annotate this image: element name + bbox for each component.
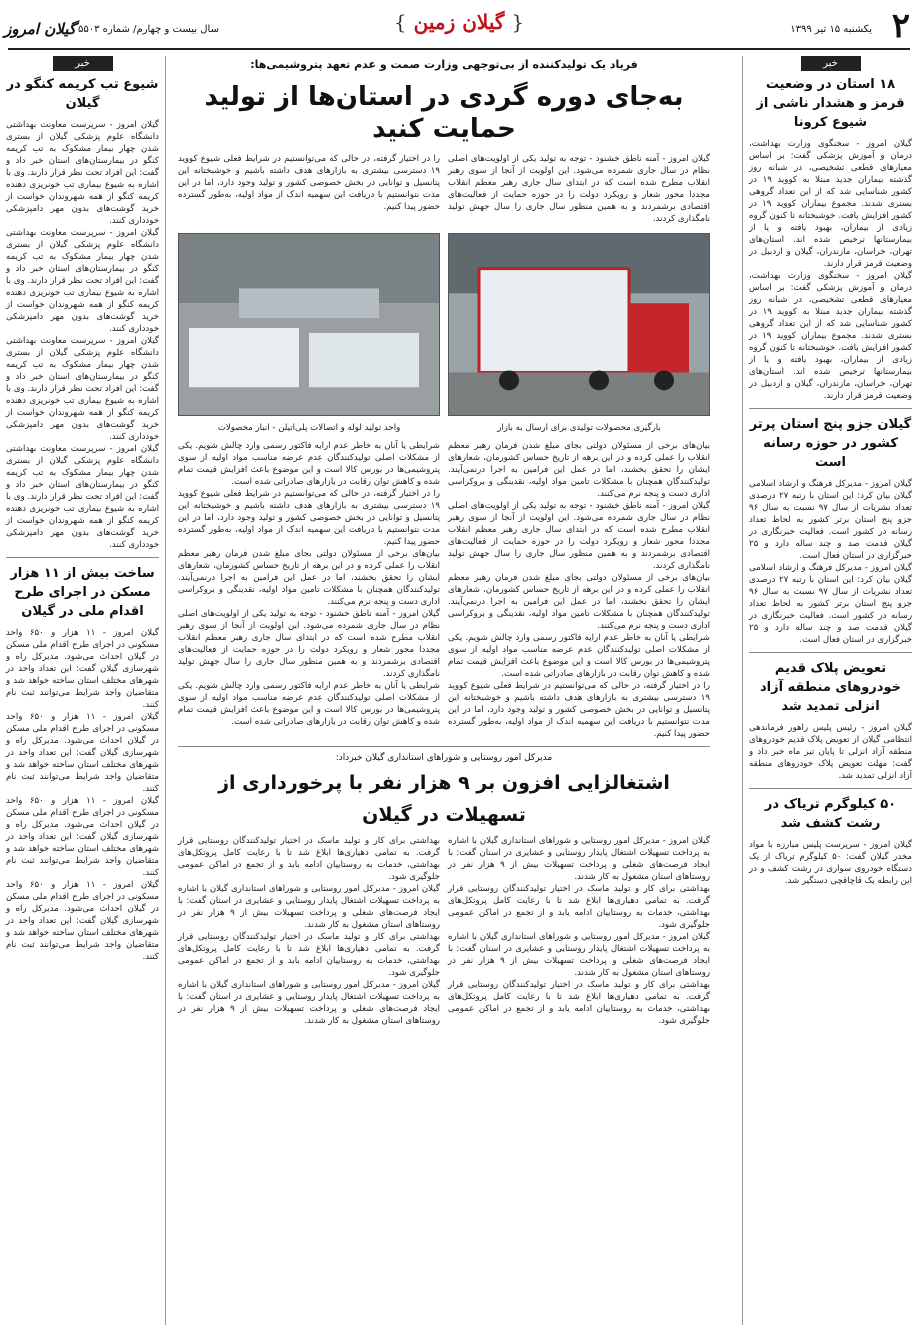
- story-body-cont: گیلان امروز - مدیرکل فرهنگ و ارشاد اسلامی گیلان بیان کرد: این استان با رتبه ۲۷ درصدی تعداد نشریات از سال ۹۷ نسبت به سال ۹۶ جزو پنج استان برتر کشور به لحاظ تعداد رسانه در کشور است. فعالیت خبرنگاری در گیلان قدمت صد و چند ساله دارد و ۲۵ خبرگزاری در استان فعال است.: [749, 563, 912, 645]
- divider: [749, 788, 912, 789]
- story-body-cont: گیلان امروز - سرپرست معاونت بهداشتی دانشگاه علوم پزشکی گیلان از بستری شدن چهار بیمار مشکوک به تب کریمه کنگو در بیمارستان‌های استان خبر داد و گفت: این افراد تحت نظر قرار دارند. وی با اشاره به شیوع بیماری تب خونریزی دهنده کریمه کنگو از همه شهروندان خواست از خرید گوشت‌های بدون مهر دامپزشکی خودداری کنند.: [6, 228, 159, 334]
- story-body-cont: گیلان امروز - ۱۱ هزار و ۶۵۰ واحد مسکونی در اجرای طرح اقدام ملی مسکن در گیلان احداث می‌شود. مدیرکل راه و شهرسازی گیلان گفت: این تعداد واحد در شهرهای مختلف استان ساخته خواهد شد و متقاضیان واجد شرایط می‌توانند ثبت نام کنند.: [6, 796, 160, 878]
- section-name: گیلان زمین: [413, 10, 505, 34]
- story-body-cont: گیلان امروز - ۱۱ هزار و ۶۵۰ واحد مسکونی در اجرای طرح اقدام ملی مسکن در گیلان احداث می‌شود. مدیرکل راه و شهرسازی گیلان گفت: این تعداد واحد در شهرهای مختلف استان ساخته خواهد شد و متقاضیان واجد شرایط می‌توانند ثبت نام کنند.: [6, 712, 160, 794]
- divider: [6, 557, 159, 558]
- sub-body-a2: بهداشتی برای کار و تولید ماسک در اختیار تولیدکنندگان روستایی قرار گرفت. به تمامی دهیاری‌ها ابلاغ شد تا با رعایت کامل پروتکل‌های بهداشتی، خدمات به روستاییان ادامه یابد و از تجمع در اماکن عمومی جلوگیری شود.: [448, 884, 710, 930]
- sub-body-b3: بهداشتی برای کار و تولید ماسک در اختیار تولیدکنندگان روستایی قرار گرفت. به تمامی دهیاری‌ها ابلاغ شد تا با رعایت کامل پروتکل‌های بهداشتی، خدمات به روستاییان ادامه یابد و از تجمع در اماکن عمومی جلوگیری شود.: [178, 932, 440, 978]
- lead-body-b: را در اختیار گرفته، در حالی که می‌توانستیم در شرایط فعلی شیوع کووید ۱۹ دسترسی بیشتری به بازارهای هدف داشته باشیم و خوشبختانه این پتانسیل و توانایی در بخش خصوصی کشور و تولید وجود دارد، اما در این مدت نتوانستیم با دریافت این سهمیه اندک از مواد اولیه، به‌طور گسترده حضور پیدا کنیم.: [178, 154, 440, 212]
- divider: [749, 408, 912, 409]
- lead-body-c5: را در اختیار گرفته، در حالی که می‌توانستیم در شرایط فعلی شیوع کووید ۱۹ دسترسی بیشتری به بازارهای هدف داشته باشیم و خوشبختانه این پتانسیل و توانایی در بخش خصوصی کشور و تولید وجود دارد، اما در این مدت نتوانستیم با دریافت این سهمیه اندک از مواد اولیه، به‌طور گسترده حضور پیدا کنیم.: [448, 681, 710, 739]
- story-title[interactable]: ۵۰ کیلوگرم تریاک در رشت کشف شد: [764, 797, 897, 831]
- warehouse-photo: [178, 233, 440, 416]
- lead-col-left: [178, 440, 440, 740]
- sub-body-b2: گیلان امروز - مدیرکل امور روستایی و شوراهای استانداری گیلان با اشاره به پرداخت تسهیلات اشتغال پایدار روستایی و عشایری در استان گفت: با ایجاد فرصت‌های شغلی و پرداخت تسهیلات بیش از ۹ هزار نفر در روستاهای استان مشغول به کار شدند.: [178, 884, 440, 930]
- lead-body-a: گیلان امروز - آمنه ناطق خشنود - توجه به تولید یکی از اولویت‌های اصلی نظام در سال جاری شمرده می‌شود. این اولویت از آنجا از سوی رهبر انقلاب مطرح شده است که در ابتدای سال جاری رهبر معظم انقلاب مجددا محور شعار و رویکرد دولت را در حوزه حمایت از فعالیت‌های اقتصادی برشمردند و به همین منظور سال جاری را سال جهش تولید نامگذاری کردند.: [448, 154, 710, 224]
- story-title[interactable]: ساخت بیش از ۱۱ هزار مسکن در اجرای طرح اقدام ملی در گیلان: [10, 566, 155, 619]
- sub-col-left: [178, 835, 440, 1027]
- lead-body-c4: شرایطی یا آنان به خاطر عدم ارایه فاکتور رسمی وارد چالش شویم. یکی از مشکلات اصلی تولیدکنندگان عدم عرضه مناسب مواد اولیه از سوی پتروشیمی‌ها در بورس کالا است و این موضوع باعث افزایش قیمت تمام شده و کاهش توان رقابت در بازارهای صادراتی شده است.: [448, 633, 710, 679]
- story-body: گیلان امروز - ۱۱ هزار و ۶۵۰ واحد مسکونی در اجرای طرح اقدام ملی مسکن در گیلان احداث می‌شود. مدیرکل راه و شهرسازی گیلان گفت: این تعداد واحد در شهرهای مختلف استان ساخته خواهد شد و متقاضیان واجد شرایط می‌توانند ثبت نام کنند.: [6, 628, 160, 710]
- svg-text:گیلان امروز: گیلان امروز: [4, 20, 76, 38]
- story-body-cont: گیلان امروز - سرپرست معاونت بهداشتی دانشگاه علوم پزشکی گیلان از بستری شدن چهار بیمار مشکوک به تب کریمه کنگو در بیمارستان‌های استان خبر داد و گفت: این افراد تحت نظر قرار دارند. وی با اشاره به شیوع بیماری تب خونریزی دهنده کریمه کنگو از همه شهروندان خواست از خرید گوشت‌های بدون مهر دامپزشکی خودداری کنند.: [6, 444, 159, 550]
- lead-body-d4: گیلان امروز - آمنه ناطق خشنود - توجه به تولید یکی از اولویت‌های اصلی نظام در سال جاری شمرده می‌شود. این اولویت از آنجا از سوی رهبر انقلاب مطرح شده است که در ابتدای سال جاری رهبر معظم انقلاب مجددا محور شعار و رویکرد دولت را در حوزه حمایت از فعالیت‌های اقتصادی برشمردند و به همین منظور سال جاری را سال جهش تولید نامگذاری کردند.: [178, 609, 440, 679]
- masthead: [4, 6, 910, 50]
- story-body: گیلان امروز - مدیرکل فرهنگ و ارشاد اسلامی گیلان بیان کرد: این استان با رتبه ۲۷ درصدی تعداد نشریات از سال ۹۷ نسبت به سال ۹۶ جزو پنج استان برتر کشور به لحاظ تعداد رسانه در کشور است. فعالیت خبرنگاری در گیلان قدمت صد و چند ساله دارد و ۲۵ خبرگزاری در استان فعال است.: [749, 479, 912, 561]
- divider: [178, 746, 710, 747]
- story-body-cont: گیلان امروز - سخنگوی وزارت بهداشت، درمان و آموزش پزشکی گفت: بر اساس معیارهای قطعی تشخیصی، در شبانه روز گذشته بیماران جدید مبتلا به کووید ۱۹ در کشور شناسایی شد که از این تعداد گروهی بستری شدند. مجموع بیماران کووید ۱۹ در کشور افزایش یافت. خوشبختانه تا کنون گروه زیادی از بیماران، بهبود یافته و یا از بیمارستانها ترخیص شده اند. استان‌های تهران، خراسان، مازندران، گیلان و اردبیل در وضعیت قرمز قرار دارند.: [749, 271, 912, 401]
- story-title[interactable]: ۱۸ استان در وضعیت قرمز و هشدار ناشی از شیوع کرونا: [756, 77, 905, 130]
- lead-body-d5: شرایطی یا آنان به خاطر عدم ارایه فاکتور رسمی وارد چالش شویم. یکی از مشکلات اصلی تولیدکنندگان عدم عرضه مناسب مواد اولیه از سوی پتروشیمی‌ها در بورس کالا است و این موضوع باعث افزایش قیمت تمام شده و کاهش توان رقابت در بازارهای صادراتی شده است.: [178, 681, 440, 727]
- story-body-cont: گیلان امروز - ۱۱ هزار و ۶۵۰ واحد مسکونی در اجرای طرح اقدام ملی مسکن در گیلان احداث می‌شود. مدیرکل راه و شهرسازی گیلان گفت: این تعداد واحد در شهرهای مختلف استان ساخته خواهد شد و متقاضیان واجد شرایط می‌توانند ثبت نام کنند.: [6, 880, 160, 962]
- bracket-right-icon: }: [393, 10, 407, 34]
- photo-captions: [178, 422, 710, 434]
- newspaper-logo-icon: [4, 8, 76, 46]
- issue-number: سال بیست و چهارم/ شماره ۵۵۰۳: [78, 24, 219, 35]
- lead-text-top: [178, 153, 710, 225]
- sub-col-right: [448, 835, 710, 1027]
- lead-kicker: فریاد یک تولیدکننده از بی‌توجهی وزارت صمت و عدم تعهد پتروشیمی‌ها:: [250, 58, 638, 71]
- sub-body-a4: بهداشتی برای کار و تولید ماسک در اختیار تولیدکنندگان روستایی قرار گرفت. به تمامی دهیاری‌ها ابلاغ شد تا با رعایت کامل پروتکل‌های بهداشتی، خدمات به روستاییان ادامه یابد و از تجمع در اماکن عمومی جلوگیری شود.: [448, 980, 710, 1026]
- sub-story-text: [178, 835, 710, 1027]
- story-body-cont: گیلان امروز - سرپرست معاونت بهداشتی دانشگاه علوم پزشکی گیلان از بستری شدن چهار بیمار مشکوک به تب کریمه کنگو در بیمارستان‌های استان خبر داد و گفت: این افراد تحت نظر قرار دارند. وی با اشاره به شیوع بیماری تب خونریزی دهنده کریمه کنگو از همه شهروندان خواست از خرید گوشت‌های بدون مهر دامپزشکی خودداری کنند.: [6, 336, 159, 442]
- caption-left: واحد تولید لوله و اتصالات پلی‌اتیلن - انبار محصولات: [217, 423, 401, 433]
- issue-date: یکشنبه ۱۵ تیر ۱۳۹۹: [790, 24, 872, 35]
- story-title[interactable]: شیوع تب کریمه کنگو در گیلان: [6, 77, 159, 111]
- truck-photo: [448, 233, 710, 416]
- lead-body-c3: بیان‌های برخی از مسئولان دولتی بجای مبلغ شدن فرمان رهبر معظم انقلاب را عملی کرده و در این برهه از تاریخ حساس کشورمان، شعارهای ایشان را تحقق بخشند، اما در عمل این فرامین به اجرا درنمی‌آیند. تولیدکنندگان همچنان با مشکلات تامین مواد اولیه، نقدینگی و بروکراسی اداری دست و پنجه نرم می‌کنند.: [448, 573, 710, 631]
- bracket-left-icon: {: [511, 10, 525, 34]
- lead-body-c: بیان‌های برخی از مسئولان دولتی بجای مبلغ شدن فرمان رهبر معظم انقلاب را عملی کرده و در این برهه از تاریخ حساس کشورمان، شعارهای ایشان را تحقق بخشند، اما در عمل این فرامین به اجرا درنمی‌آیند. تولیدکنندگان همچنان با مشکلات تامین مواد اولیه، نقدینگی و بروکراسی اداری دست و پنجه نرم می‌کنند.: [448, 441, 710, 499]
- story-title[interactable]: تعویض پلاک قدیم خودروهای منطقه آزاد انزلی تمدید شد: [760, 661, 901, 714]
- left-column: [6, 56, 166, 1325]
- story-body: گیلان امروز - سرپرست معاونت بهداشتی دانشگاه علوم پزشکی گیلان از بستری شدن چهار بیمار مشکوک به تب کریمه کنگو در بیمارستان‌های استان خبر داد و گفت: این افراد تحت نظر قرار دارند. وی با اشاره به شیوع بیماری تب خونریزی دهنده کریمه کنگو از همه شهروندان خواست از خرید گوشت‌های بدون مهر دامپزشکی خودداری کنند.: [6, 120, 159, 226]
- sub-body-b4: گیلان امروز - مدیرکل امور روستایی و شوراهای استانداری گیلان با اشاره به پرداخت تسهیلات اشتغال پایدار روستایی و عشایری در استان گفت: با ایجاد فرصت‌های شغلی و پرداخت تسهیلات بیش از ۹ هزار نفر در روستاهای استان مشغول به کار شدند.: [178, 980, 440, 1026]
- right-column: [742, 56, 912, 1325]
- sub-body-b: بهداشتی برای کار و تولید ماسک در اختیار تولیدکنندگان روستایی قرار گرفت. به تمامی دهیاری‌ها ابلاغ شد تا با رعایت کامل پروتکل‌های بهداشتی، خدمات به روستاییان ادامه یابد و از تجمع در اماکن عمومی جلوگیری شود.: [178, 836, 440, 882]
- lead-body-d: شرایطی یا آنان به خاطر عدم ارایه فاکتور رسمی وارد چالش شویم. یکی از مشکلات اصلی تولیدکنندگان عدم عرضه مناسب مواد اولیه از سوی پتروشیمی‌ها در بورس کالا است و این موضوع باعث افزایش قیمت تمام شده و کاهش توان رقابت در بازارهای صادراتی شده است.: [178, 441, 440, 487]
- story-body: گیلان امروز - سخنگوی وزارت بهداشت، درمان و آموزش پزشکی گفت: بر اساس معیارهای قطعی تشخیصی، در شبانه روز گذشته بیماران جدید مبتلا به کووید ۱۹ در کشور شناسایی شد که از این تعداد گروهی بستری شدند. مجموع بیماران کووید ۱۹ در کشور افزایش یافت. خوشبختانه تا کنون گروه زیادی از بیماران، بهبود یافته و یا از بیمارستانها ترخیص شده اند. استان‌های تهران، خراسان، مازندران، گیلان و اردبیل در وضعیت قرمز قرار دارند.: [749, 139, 912, 269]
- lead-headline[interactable]: به‌جای دوره گردی در استان‌ها از تولید حمایت کنید: [204, 82, 684, 144]
- center-section: [178, 56, 710, 1325]
- section-title: [394, 10, 524, 34]
- lead-text-bottom: [178, 440, 710, 740]
- page-number: ۲: [891, 6, 910, 46]
- divider: [749, 652, 912, 653]
- sub-body-a3: گیلان امروز - مدیرکل امور روستایی و شوراهای استانداری گیلان با اشاره به پرداخت تسهیلات اشتغال پایدار روستایی و عشایری در استان گفت: با ایجاد فرصت‌های شغلی و پرداخت تسهیلات بیش از ۹ هزار نفر در روستاهای استان مشغول به کار شدند.: [448, 932, 710, 978]
- sub-headline[interactable]: اشتغالزایی افزون بر ۹ هزار نفر با پرخورداری از تسهیلات در گیلان: [218, 772, 670, 826]
- story-body: گیلان امروز - رئیس پلیس راهور فرماندهی انتظامی گیلان از تعویض پلاک قدیم خودروهای منطقه آزاد انزلی تا پایان تیر ماه خبر داد و گفت: مهلت تعویض پلاک خودروهای منطقه آزاد انزلی تمدید شد.: [749, 723, 912, 781]
- news-tag: خبر: [801, 56, 861, 71]
- lead-body-d2: را در اختیار گرفته، در حالی که می‌توانستیم در شرایط فعلی شیوع کووید ۱۹ دسترسی بیشتری به بازارهای هدف داشته باشیم و خوشبختانه این پتانسیل و توانایی در بخش خصوصی کشور و تولید وجود دارد، اما در این مدت نتوانستیم با دریافت این سهمیه اندک از مواد اولیه، به‌طور گسترده حضور پیدا کنیم.: [178, 489, 440, 547]
- sub-kicker: مدیرکل امور روستایی و شوراهای استانداری گیلان خبرداد:: [335, 753, 553, 763]
- story-title[interactable]: گیلان جزو پنج استان پرتر کشور در حوزه رسانه است: [749, 417, 912, 470]
- lead-body-d3: بیان‌های برخی از مسئولان دولتی بجای مبلغ شدن فرمان رهبر معظم انقلاب را عملی کرده و در این برهه از تاریخ حساس کشورمان، شعارهای ایشان را تحقق بخشند، اما در عمل این فرامین به اجرا درنمی‌آیند. تولیدکنندگان همچنان با مشکلات تامین مواد اولیه، نقدینگی و بروکراسی اداری دست و پنجه نرم می‌کنند.: [178, 549, 440, 607]
- news-tag: خبر: [53, 56, 113, 71]
- story-body: گیلان امروز - سرپرست پلیس مبارزه با مواد مخدر گیلان گفت: ۵۰ کیلوگرم تریاک از یک دستگاه خودروی سواری در رشت کشف و در این رابطه یک قاچاقچی دستگیر شد.: [749, 840, 912, 886]
- lead-body-c2: گیلان امروز - آمنه ناطق خشنود - توجه به تولید یکی از اولویت‌های اصلی نظام در سال جاری شمرده می‌شود. این اولویت از آنجا از سوی رهبر انقلاب مطرح شده است که در ابتدای سال جاری رهبر معظم انقلاب مجددا محور شعار و رویکرد دولت را در حوزه حمایت از فعالیت‌های اقتصادی برشمردند و به همین منظور سال جاری را سال جهش تولید نامگذاری کردند.: [448, 501, 710, 571]
- photo-row: [178, 233, 710, 416]
- lead-col-right: [448, 440, 710, 740]
- sub-body-a: گیلان امروز - مدیرکل امور روستایی و شوراهای استانداری گیلان با اشاره به پرداخت تسهیلات اشتغال پایدار روستایی و عشایری در استان گفت: با ایجاد فرصت‌های شغلی و پرداخت تسهیلات بیش از ۹ هزار نفر در روستاهای استان مشغول به کار شدند.: [448, 836, 710, 882]
- caption-right: بارگیری محصولات تولیدی برای ارسال به بازار: [497, 423, 661, 433]
